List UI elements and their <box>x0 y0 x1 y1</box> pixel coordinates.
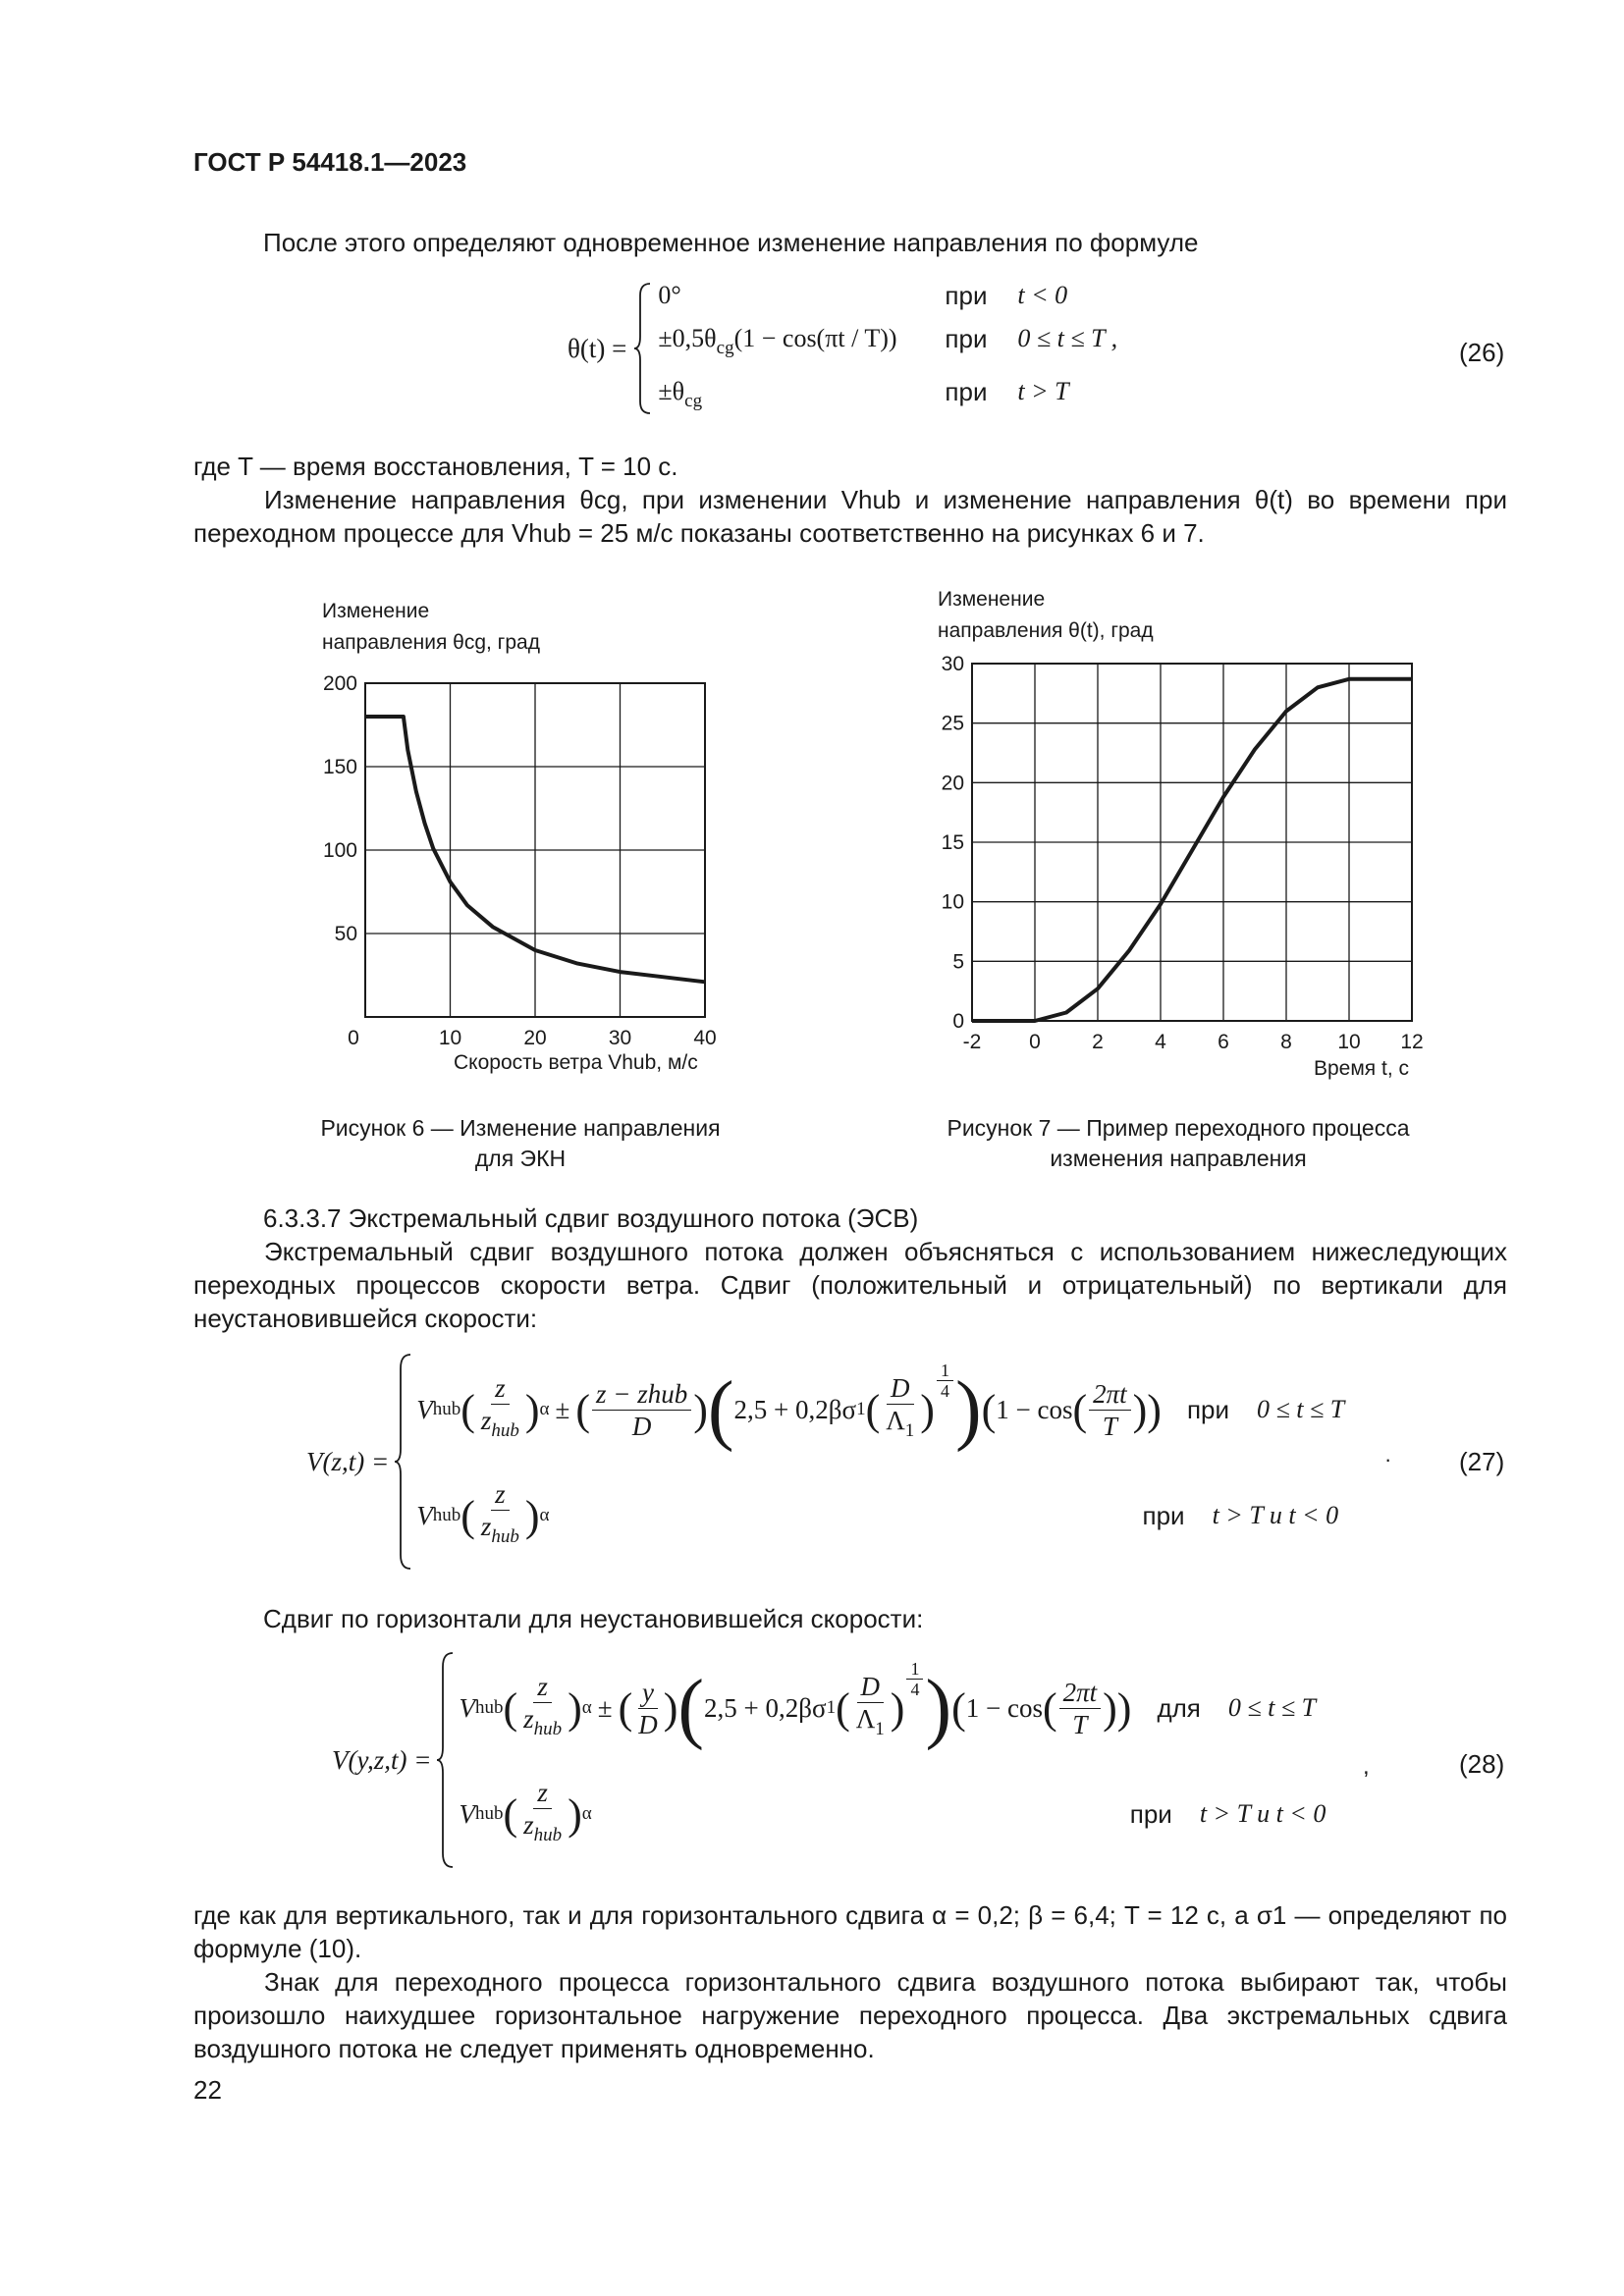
fig6-caption <box>285 1113 756 1174</box>
eq27-cond2: t > T и t < 0 <box>1212 1501 1339 1529</box>
page-number: 22 <box>193 2075 222 2105</box>
x-tick-label: 30 <box>608 1027 632 1049</box>
x-tick-label: 4 <box>1155 1031 1166 1053</box>
x-tick-label: 6 <box>1218 1031 1229 1053</box>
left-brace-icon <box>393 1353 412 1571</box>
eq28-comma: , <box>1363 1753 1370 1780</box>
eq27-word1: при <box>1186 1394 1230 1424</box>
y-tick-label: 100 <box>322 839 357 862</box>
fig7-ylabel-1: Изменение <box>938 588 1046 611</box>
where-T-paragraph: где T — время восстановления, T = 10 с. <box>193 452 678 481</box>
y-tick-label: 0 <box>952 1010 964 1033</box>
x-tick-label: 0 <box>1029 1031 1041 1053</box>
eq26-case3-expr: $\pm\theta_{cg}$ <box>658 377 703 411</box>
y-tick-label: 150 <box>322 756 357 778</box>
esv-paragraph: Экстремальный сдвиг воздушного потока должен объясняться с использованием нижеследующих переходных процессов скорости ветра. Сдвиг (положительный и отрицательный) по вертикали для неустановившейся скорости: <box>193 1237 1507 1333</box>
y-tick-label: 30 <box>941 653 964 675</box>
fig7-caption <box>903 1113 1453 1174</box>
x-tick-label: 0 <box>348 1027 359 1049</box>
where-alpha-paragraph: где как для вертикального, так и для горизонтального сдвига α = 0,2; β = 6,4; T = 12 с, а σ1 — определяют по формуле (10). <box>193 1900 1507 1963</box>
eq27-row1: V hub ( $\frac{z}{z_{hub}}$ ) α ± ( $\frac{\text{z − zhub}}{D}$ ) ( 2,5 + 0,2βσ 1 ( $\frac{D}{\Lambda_1}$ ) $\frac{1}{4}$ ) ( 1 − cos ( $\frac{2\pi t}{T}$ )) при 0 ≤ t ≤ T <box>416 1361 1345 1453</box>
x-tick-label: 10 <box>1337 1031 1361 1053</box>
series-line <box>972 679 1412 1021</box>
eq28-number: (28) <box>1459 1749 1505 1779</box>
change-paragraph: Изменение направления θcg, при изменении Vhub и изменение направления θ(t) во времени при переходном процессе для Vhub = 25 м/с показаны соответственно на рисунках 6 и 7. <box>193 485 1507 548</box>
eq26-lhs: θ(t) = <box>568 333 627 363</box>
y-tick-label: 200 <box>322 672 357 695</box>
x-tick-label: -2 <box>962 1031 982 1053</box>
x-tick-label: 10 <box>438 1027 462 1049</box>
y-tick-label: 5 <box>952 950 964 974</box>
eq28-lhs: V(y,z,t) = <box>332 1744 432 1775</box>
x-tick-label: 20 <box>523 1027 547 1049</box>
fig7-ylabel-2: направления θ(t), град <box>938 619 1154 642</box>
eq26-number: (26) <box>1459 338 1505 367</box>
eq26-case2-expr: $\pm 0,5\theta_{cg}(1 - \cos(\pi t / T))$ <box>658 324 897 358</box>
left-brace-icon <box>435 1651 455 1869</box>
y-tick-label: 50 <box>334 923 357 945</box>
section-title: 6.3.3.7 Экстремальный сдвиг воздушного потока (ЭСВ) <box>263 1203 919 1233</box>
fig6-xlabel: Скорость ветра Vhub, м/с <box>454 1051 698 1074</box>
fig7-caption-line1: Рисунок 7 — Пример переходного процесса <box>947 1115 1410 1141</box>
horiz-paragraph: Сдвиг по горизонтали для неустановившейся скорости: <box>263 1604 924 1633</box>
equation-27 <box>306 1353 1344 1571</box>
fig6-chart <box>295 667 746 1090</box>
eq28-cond1: 0 ≤ t ≤ T <box>1227 1693 1317 1722</box>
eq27-number: (27) <box>1459 1447 1505 1476</box>
y-tick-label: 10 <box>941 890 964 914</box>
x-tick-label: 40 <box>693 1027 717 1049</box>
sign-paragraph: Знак для переходного процесса горизонтального сдвига воздушного потока выбирают так, чтобы произошло наихудшее горизонтальное нагружение переходного процесса. Два экстремальных сдвига воздушного потока не следует применять одновременно. <box>193 1967 1507 2063</box>
eq28-cond2: t > T и t < 0 <box>1199 1799 1326 1828</box>
document-header: ГОСТ Р 54418.1—2023 <box>193 147 467 177</box>
left-brace-icon <box>632 282 652 415</box>
fig7-xlabel: Время t, с <box>1314 1057 1410 1080</box>
intro-paragraph: После этого определяют одновременное изменение направления по формуле <box>263 228 1199 257</box>
fig6-ylabel-1: Изменение <box>322 600 430 622</box>
fig7-caption-line2: изменения направления <box>1050 1146 1307 1171</box>
x-tick-label: 12 <box>1400 1031 1424 1053</box>
fig6-ylabel-2: направления θcg, град <box>322 631 540 654</box>
fig6-caption-line1: Рисунок 6 — Изменение направления <box>320 1115 721 1141</box>
x-tick-label: 8 <box>1280 1031 1292 1053</box>
x-tick-label: 2 <box>1092 1031 1104 1053</box>
y-tick-label: 20 <box>941 772 964 795</box>
eq27-lhs: V(z,t) = <box>306 1446 390 1476</box>
eq28-word2: при <box>1129 1798 1172 1829</box>
equation-26 <box>568 279 1117 418</box>
eq27-cond1: 0 ≤ t ≤ T <box>1257 1395 1345 1423</box>
eq27-word2: при <box>1142 1500 1185 1530</box>
eq27-row2: V hub ( $\frac{z}{z_{hub}}$ ) α при t > T и t < 0 <box>416 1479 1339 1547</box>
eq28-row2: V hub ( $\frac{z}{z_{hub}}$ ) α при t > T и t < 0 <box>459 1778 1326 1845</box>
eq27-dot: · <box>1384 1447 1392 1471</box>
fig6-caption-line2: для ЭКН <box>474 1146 567 1171</box>
fig7-chart <box>923 652 1443 1084</box>
eq26-case2-cond: 0 ≤ t ≤ T , <box>1017 324 1118 352</box>
fig7-plot <box>942 653 1424 1053</box>
eq28-row1: V hub ( $\frac{z}{z_{hub}}$ ) α ± ( $\frac{y}{D}$ ) ( 2,5 + 0,2βσ 1 ( $\frac{D}{\Lambda_1}$ ) $\frac{1}{4}$ ) ( 1 − cos ( $\frac{2\pi t}{T}$ )) для 0 ≤ t ≤ T <box>459 1659 1317 1751</box>
eq26-case3-word: при <box>945 377 988 406</box>
eq28-word1: для <box>1157 1692 1201 1723</box>
equation-28 <box>332 1651 1326 1869</box>
eq26-case2-word: при <box>945 324 988 353</box>
eq26-case1-cond: t < 0 <box>1017 281 1068 309</box>
eq26-case1-word: при <box>945 281 988 310</box>
y-tick-label: 15 <box>941 831 964 854</box>
eq26-case1-expr: 0° <box>658 281 681 309</box>
eq26-case3-cond: t > T <box>1017 377 1069 405</box>
fig6-plot <box>323 672 717 1049</box>
y-tick-label: 25 <box>941 712 964 735</box>
